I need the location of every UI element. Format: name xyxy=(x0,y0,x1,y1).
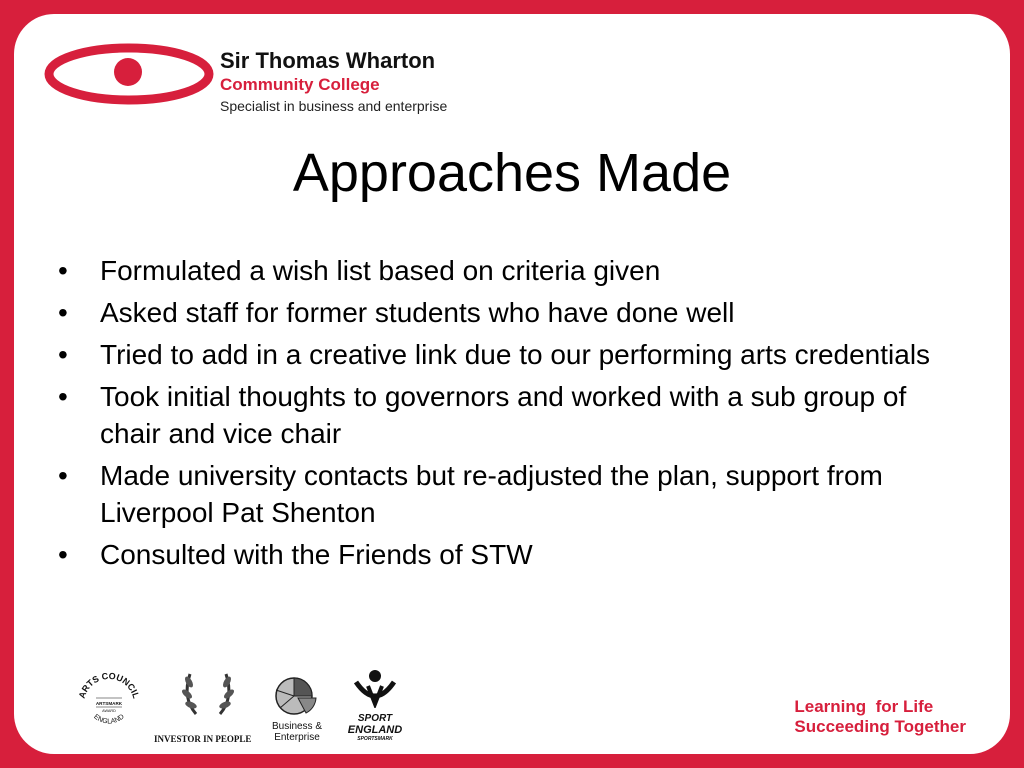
bullet-icon: • xyxy=(58,539,68,570)
slide-title: Approaches Made xyxy=(292,143,732,203)
partner-logos xyxy=(74,664,434,744)
bullet-list xyxy=(58,252,968,578)
bullet-text: Asked staff for former students who have done well xyxy=(100,297,735,328)
sport-text-line2: ENGLAND xyxy=(347,724,403,736)
bullet-text: Formulated a wish list based on criteria given xyxy=(100,255,661,286)
bullet-item xyxy=(58,336,968,373)
brand-name: Sir Thomas Wharton xyxy=(220,48,436,73)
bullet-icon: • xyxy=(58,297,68,328)
bullet-icon: • xyxy=(58,255,68,286)
pie-chart-icon xyxy=(272,676,322,716)
bullet-item xyxy=(58,252,968,289)
motto xyxy=(794,697,966,737)
college-logo-icon xyxy=(44,40,214,110)
slide xyxy=(14,14,1010,754)
sport-figure-icon xyxy=(342,668,408,708)
business-enterprise-logo xyxy=(268,676,326,746)
svg-text:ARTS COUNCIL xyxy=(77,671,142,700)
sport-england-logo xyxy=(342,668,408,744)
bullet-text: Tried to add in a creative link due to our performing arts credentials xyxy=(100,339,931,370)
laurel-wreath-icon xyxy=(156,664,260,720)
bullet-item xyxy=(58,457,968,531)
svg-text:ENGLAND xyxy=(92,713,125,725)
sport-text-line1: SPORT xyxy=(357,713,393,724)
arts-council-region: ENGLAND xyxy=(92,713,126,726)
artsmark-text: ARTSMARK xyxy=(95,701,123,706)
artsmark-award-text: AWARD xyxy=(102,709,116,713)
motto-line2: Succeeding Together xyxy=(794,717,966,736)
investor-text: INVESTOR IN PEOPLE xyxy=(154,734,252,744)
bullet-text: Made university contacts but re-adjusted the plan, support from Liverpool Pat Shenton xyxy=(100,460,883,528)
bullet-item xyxy=(58,378,968,452)
bullet-text: Took initial thoughts to governors and worked with a sub group of chair and vice chair xyxy=(100,381,907,449)
arts-council-logo xyxy=(74,668,144,738)
bullet-icon: • xyxy=(58,381,68,412)
bullet-icon: • xyxy=(58,339,68,370)
bullet-item xyxy=(58,536,968,573)
arts-council-text: ARTS COUNCIL xyxy=(76,670,142,700)
brand-tagline: Specialist in business and enterprise xyxy=(220,98,448,114)
college-logo xyxy=(44,38,464,138)
brand-subtitle: Community College xyxy=(220,75,380,94)
business-text-line2: Enterprise xyxy=(274,732,320,743)
bullet-text: Consulted with the Friends of STW xyxy=(100,539,533,570)
investor-in-people-logo xyxy=(156,664,260,744)
business-text-line1: Business & xyxy=(271,721,323,732)
sport-text-line3: SPORTSMARK xyxy=(357,736,393,742)
college-brand xyxy=(220,48,447,116)
bullet-item xyxy=(58,294,968,331)
motto-line1: Learning for Life xyxy=(794,697,934,716)
bullet-icon: • xyxy=(58,460,68,491)
arts-council-icon xyxy=(74,668,144,738)
